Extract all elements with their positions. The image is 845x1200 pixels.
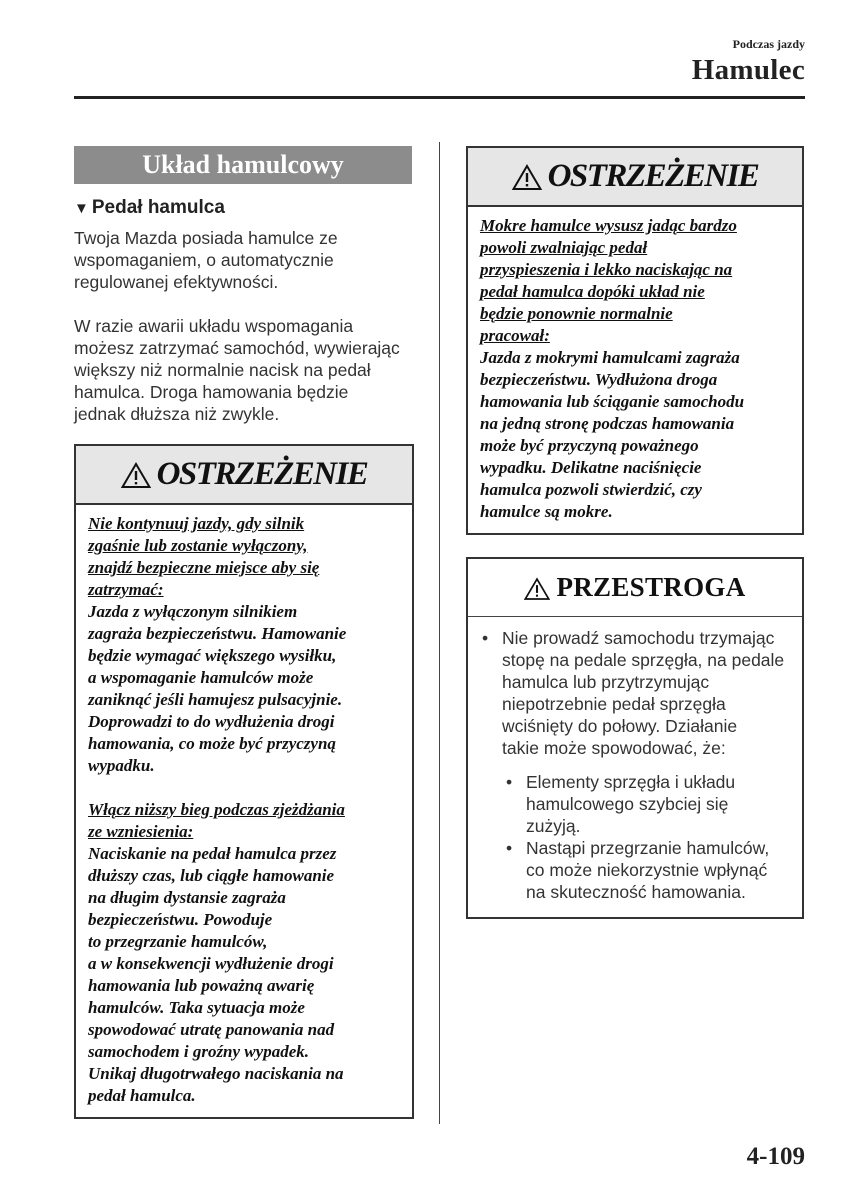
warning-triangle-icon bbox=[524, 577, 550, 601]
text-line: Twoja Mazda posiada hamulce ze bbox=[74, 228, 338, 248]
warning-text-line: hamowania lub ściąganie samochodu bbox=[480, 392, 745, 411]
bullet-dot-icon: • bbox=[506, 838, 513, 858]
warning-text-line: może być przyczyną poważnego bbox=[480, 436, 699, 455]
warning-text-line: Unikaj długotrwałego naciskania na bbox=[88, 1064, 344, 1083]
warning-text-line: a w konsekwencji wydłużenie drogi bbox=[88, 954, 334, 973]
warning-text-line: hamulca pozwoli stwierdzić, czy bbox=[480, 480, 702, 499]
paragraph bbox=[74, 227, 414, 293]
right-column bbox=[466, 146, 804, 919]
text-line: stopę na pedale sprzęgła, na pedale bbox=[502, 650, 785, 670]
spacer bbox=[88, 777, 402, 799]
text-line: Nie prowadź samochodu trzymając bbox=[502, 628, 775, 648]
header-rule bbox=[74, 96, 805, 99]
caution-header bbox=[468, 559, 802, 617]
warning-text-line: a wspomaganie hamulców może bbox=[88, 668, 314, 687]
warning-text-line: Jazda z wyłączonym silnikiem bbox=[88, 602, 298, 621]
warning-text-line: na jedną stronę podczas hamowania bbox=[480, 414, 735, 433]
spacer bbox=[480, 759, 792, 771]
triangle-down-icon: ▼ bbox=[74, 200, 89, 217]
warning-title-line: Mokre hamulce wysusz jadąc bardzo bbox=[480, 216, 737, 235]
warning-heading: OSTRZEŻENIE bbox=[156, 456, 368, 492]
caution-body bbox=[468, 617, 802, 917]
text-line: wciśnięty do połowy. Działanie bbox=[502, 716, 738, 736]
warning-text-line: to przegrzanie hamulców, bbox=[88, 932, 268, 951]
caution-heading: PRZESTROGA bbox=[556, 572, 746, 602]
text-line: co może niekorzystnie wpłynąć bbox=[526, 860, 768, 880]
warning-text-line: dłuższy czas, lub ciągłe hamowanie bbox=[88, 866, 335, 885]
warning-title-line: powoli zwalniając pedał bbox=[480, 238, 648, 257]
warning-title-line: Włącz niższy bieg podczas zjeżdżania bbox=[88, 800, 345, 819]
warning-body bbox=[468, 207, 802, 533]
warning-text-line: zagraża bezpieczeństwu. Hamowanie bbox=[88, 624, 347, 643]
warning-title-line: znajdź bezpieczne miejsce aby się bbox=[88, 558, 320, 577]
warning-text-line: bezpieczeństwu. Wydłużona droga bbox=[480, 370, 718, 389]
warning-header bbox=[76, 446, 412, 505]
warning-text-line: hamowania, co może być przyczyną bbox=[88, 734, 336, 753]
warning-text-line: hamowania lub poważną awarię bbox=[88, 976, 315, 995]
text-line: Elementy sprzęgła i układu bbox=[526, 772, 736, 792]
section-title: Układ hamulcowy bbox=[74, 146, 412, 184]
warning-header bbox=[468, 148, 802, 207]
warning-heading: OSTRZEŻENIE bbox=[547, 158, 759, 194]
header-section: Podczas jazdy bbox=[732, 37, 805, 51]
text-line: hamulca. Droga hamowania będzie bbox=[74, 382, 349, 402]
paragraph bbox=[74, 315, 414, 425]
warning-box bbox=[466, 146, 804, 535]
warning-title-line: Nie kontynuuj jazdy, gdy silnik bbox=[88, 514, 305, 533]
warning-text-line: bezpieczeństwu. Powoduje bbox=[88, 910, 273, 929]
caution-box bbox=[466, 557, 804, 919]
warning-text-line: samochodem i groźny wypadek. bbox=[88, 1042, 309, 1061]
warning-title-line: będzie ponownie normalnie bbox=[480, 304, 673, 323]
text-line: zużyją. bbox=[526, 816, 581, 836]
warning-triangle-icon bbox=[512, 164, 542, 191]
text-line: wspomaganiem, o automatycznie bbox=[74, 250, 334, 270]
warning-body bbox=[76, 505, 412, 1117]
warning-title-line: pedał hamulca dopóki układ nie bbox=[480, 282, 705, 301]
subheading bbox=[74, 197, 414, 219]
warning-text-line: hamulców. Taka sytuacja może bbox=[88, 998, 305, 1017]
text-line: możesz zatrzymać samochód, wywierając bbox=[74, 338, 400, 358]
warning-text-line: spowodować utratę panowania nad bbox=[88, 1020, 335, 1039]
list-item bbox=[480, 627, 792, 759]
text-line: regulowanej efektywności. bbox=[74, 272, 279, 292]
left-column bbox=[74, 146, 414, 1119]
text-line: niepotrzebnie pedał sprzęgła bbox=[502, 694, 726, 714]
warning-text-line: Naciskanie na pedał hamulca przez bbox=[88, 844, 337, 863]
column-divider bbox=[439, 142, 440, 1124]
text-line: hamulcowego szybciej się bbox=[526, 794, 729, 814]
text-line: większy niż normalnie nacisk na pedał bbox=[74, 360, 371, 380]
warning-text-line: na długim dystansie zagraża bbox=[88, 888, 286, 907]
warning-text-line: pedał hamulca. bbox=[88, 1086, 196, 1105]
warning-title-line: pracował: bbox=[480, 326, 550, 345]
text-line: hamulca lub przytrzymując bbox=[502, 672, 710, 692]
warning-text-line: hamulce są mokre. bbox=[480, 502, 613, 521]
text-line: Nastąpi przegrzanie hamulców, bbox=[526, 838, 770, 858]
warning-title-line: ze wzniesienia: bbox=[88, 822, 194, 841]
bullet-dot-icon: • bbox=[506, 772, 513, 792]
warning-text-line: wypadku. Delikatne naciśnięcie bbox=[480, 458, 702, 477]
text-line: W razie awarii układu wspomagania bbox=[74, 316, 354, 336]
warning-box bbox=[74, 444, 414, 1119]
warning-title-line: zgaśnie lub zostanie wyłączony, bbox=[88, 536, 308, 555]
subheading-label: Pedał hamulca bbox=[91, 197, 225, 218]
bullet-dot-icon: • bbox=[482, 628, 489, 648]
warning-text-line: zaniknąć jeśli hamujesz pulsacyjnie. bbox=[88, 690, 343, 709]
page-number: 4-109 bbox=[746, 1143, 805, 1170]
text-line: jednak dłuższa niż zwykle. bbox=[74, 404, 280, 424]
header-title: Hamulec bbox=[691, 54, 805, 86]
warning-title-line: przyspieszenia i lekko naciskając na bbox=[480, 260, 733, 279]
list-item bbox=[480, 837, 792, 903]
text-line: takie może spowodować, że: bbox=[502, 738, 726, 758]
warning-title-line: zatrzymać: bbox=[88, 580, 164, 599]
text-line: na skuteczność hamowania. bbox=[526, 882, 746, 902]
warning-text-line: będzie wymagać większego wysiłku, bbox=[88, 646, 337, 665]
warning-triangle-icon bbox=[121, 462, 151, 489]
warning-text-line: wypadku. bbox=[88, 756, 155, 775]
warning-text-line: Jazda z mokrymi hamulcami zagraża bbox=[480, 348, 740, 367]
warning-text-line: Doprowadzi to do wydłużenia drogi bbox=[88, 712, 335, 731]
list-item bbox=[480, 771, 792, 837]
